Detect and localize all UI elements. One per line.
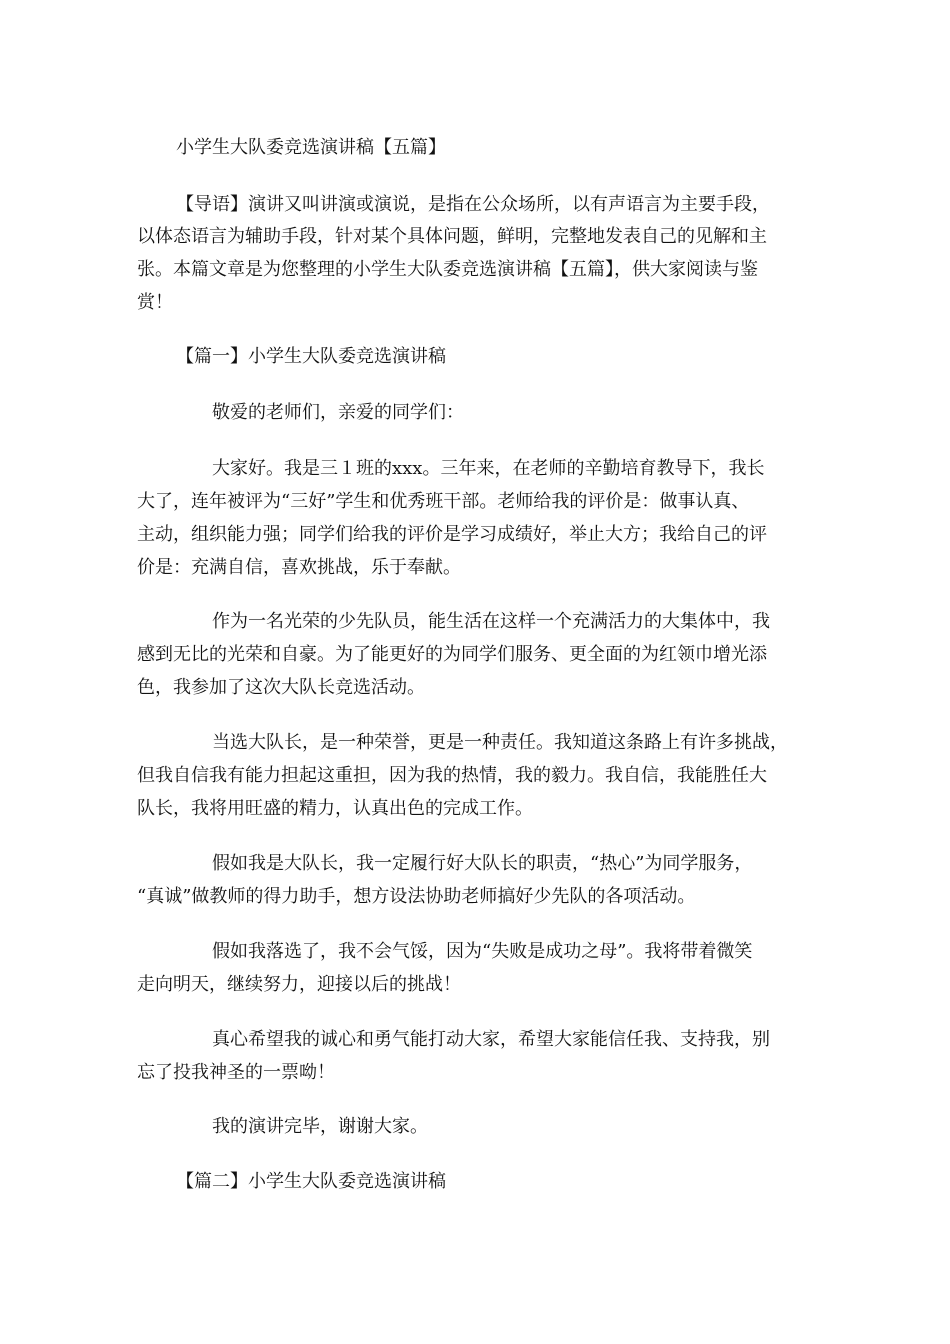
paragraph-line: 队长，我将用旺盛的精力，认真出色的完成工作。	[137, 798, 533, 819]
paragraph-line: 但我自信我有能力担起这重担，因为我的热情，我的毅力。我自信，我能胜任大	[137, 765, 767, 786]
paragraph-line: 色，我参加了这次大队长竞选活动。	[137, 677, 425, 698]
closing-line: 我的演讲完毕，谢谢大家。	[212, 1116, 428, 1137]
paragraph-line: 主动，组织能力强；同学们给我的评价是学习成绩好，举止大方；我给自己的评	[137, 524, 767, 545]
paragraph-line: 走向明天，继续努力，迎接以后的挑战！	[137, 974, 461, 995]
paragraph-line: 感到无比的光荣和自豪。为了能更好的为同学们服务、更全面的为红领巾增光添	[137, 644, 767, 665]
intro-line: 以体态语言为辅助手段，针对某个具体问题，鲜明，完整地发表自己的见解和主	[137, 226, 767, 247]
paragraph-line: 假如我是大队长，我一定履行好大队长的职责，“热心”为同学服务，	[212, 853, 753, 874]
paragraph-line: 真心希望我的诚心和勇气能打动大家，希望大家能信任我、支持我，别	[212, 1029, 770, 1050]
paragraph-line: 忘了投我神圣的一票呦！	[137, 1062, 335, 1083]
paragraph-line: 当选大队长，是一种荣誉，更是一种责任。我知道这条路上有许多挑战，	[212, 732, 788, 753]
paragraph-line: 价是：充满自信，喜欢挑战，乐于奉献。	[137, 557, 461, 578]
section-heading: 【篇一】小学生大队委竞选演讲稿	[176, 346, 446, 367]
intro-line: 张。本篇文章是为您整理的小学生大队委竞选演讲稿【五篇】，供大家阅读与鉴	[137, 259, 758, 280]
intro-line: 【导语】演讲又叫讲演或演说，是指在公众场所，以有声语言为主要手段，	[176, 194, 770, 215]
document-title: 小学生大队委竞选演讲稿【五篇】	[176, 137, 446, 158]
paragraph-line: 作为一名光荣的少先队员，能生活在这样一个充满活力的大集体中，我	[212, 611, 770, 632]
paragraph-line: 大了，连年被评为“三好”学生和优秀班干部。老师给我的评价是：做事认真、	[137, 491, 750, 512]
paragraph-line: 大家好。我是三１班的xxx。三年来，在老师的辛勤培育教导下，我长	[212, 458, 765, 479]
intro-line: 赏！	[137, 292, 173, 313]
greeting: 敬爱的老师们，亲爱的同学们：	[212, 402, 464, 423]
paragraph-line: 假如我落选了，我不会气馁，因为“失败是成功之母”。我将带着微笑	[212, 941, 753, 962]
section-heading: 【篇二】小学生大队委竞选演讲稿	[176, 1171, 446, 1192]
paragraph-line: “真诚”做教师的得力助手，想方设法协助老师搞好少先队的各项活动。	[137, 886, 696, 907]
